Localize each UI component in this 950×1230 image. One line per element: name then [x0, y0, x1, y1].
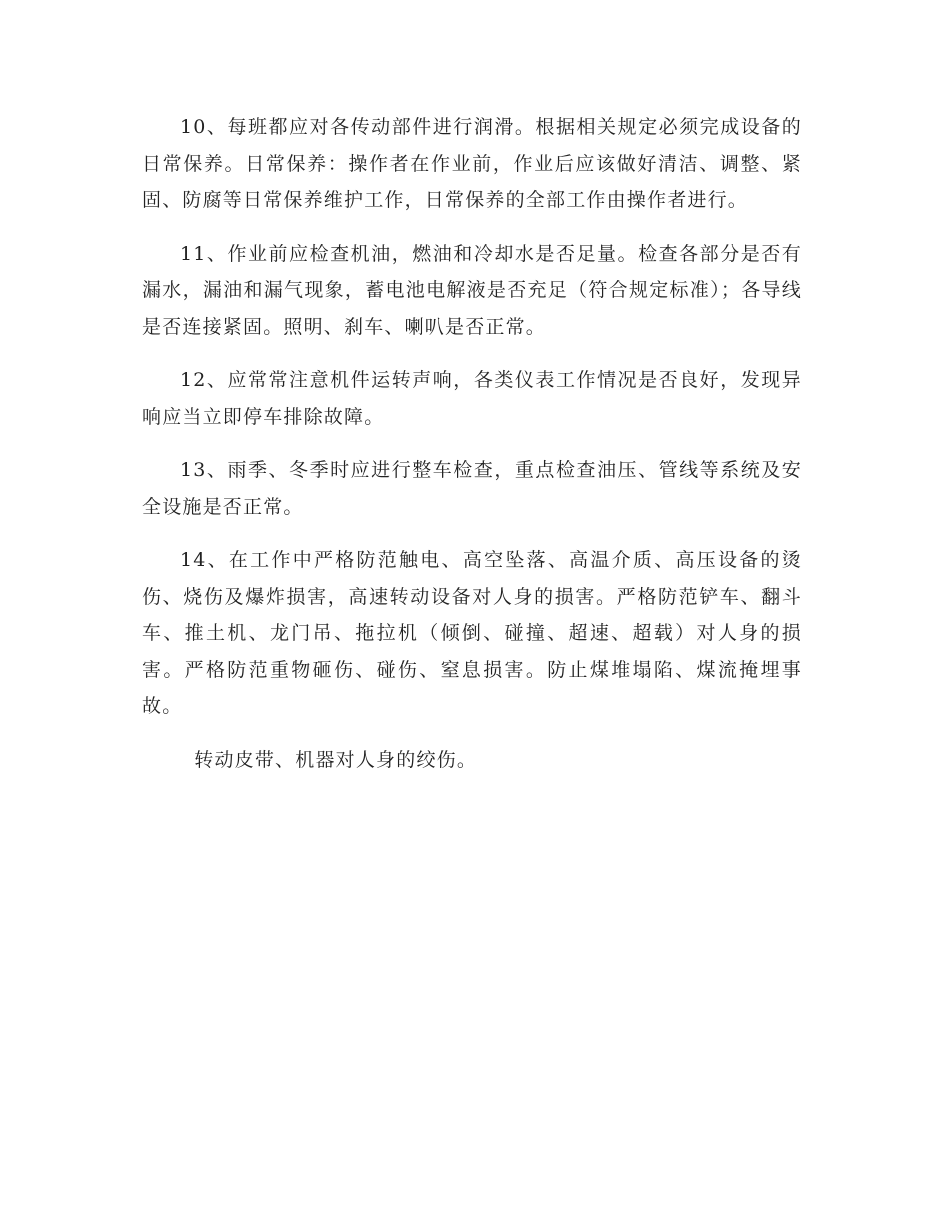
paragraph-item-14: 14、在工作中严格防范触电、高空坠落、高温介质、高压设备的烫伤、烧伤及爆炸损害，高速转动设备对人身的损害。严格防范铲车、翻斗车、推土机、龙门吊、拖拉机（倾倒、碰撞、超速、超载）对人身的损害。严格防范重物砸伤、碰伤、窒息损害。防止煤堆塌陷、煤流掩埋事故。 [142, 549, 802, 717]
paragraph-item-13: 13、雨季、冬季时应进行整车检查，重点检查油压、管线等系统及安全设施是否正常。 [142, 459, 802, 518]
document-body [142, 109, 802, 795]
paragraph-item-10: 10、每班都应对各传动部件进行润滑。根据相关规定必须完成设备的日常保养。日常保养：操作者在作业前，作业后应该做好清洁、调整、紧固、防腐等日常保养维护工作，日常保养的全部工作由操作者进行。 [142, 116, 802, 211]
paragraph-item-12: 12、应常常注意机件运转声响，各类仪表工作情况是否良好，发现异响应当立即停车排除故障。 [142, 369, 802, 428]
paragraph-item-11: 11、作业前应检查机油，燃油和冷却水是否足量。检查各部分是否有漏水，漏油和漏气现象，蓄电池电解液是否充足（符合规定标准）；各导线是否连接紧固。照明、刹车、喇叭是否正常。 [142, 242, 802, 338]
paragraph-item-continuation: 转动皮带、机器对人身的绞伤。 [194, 748, 478, 771]
